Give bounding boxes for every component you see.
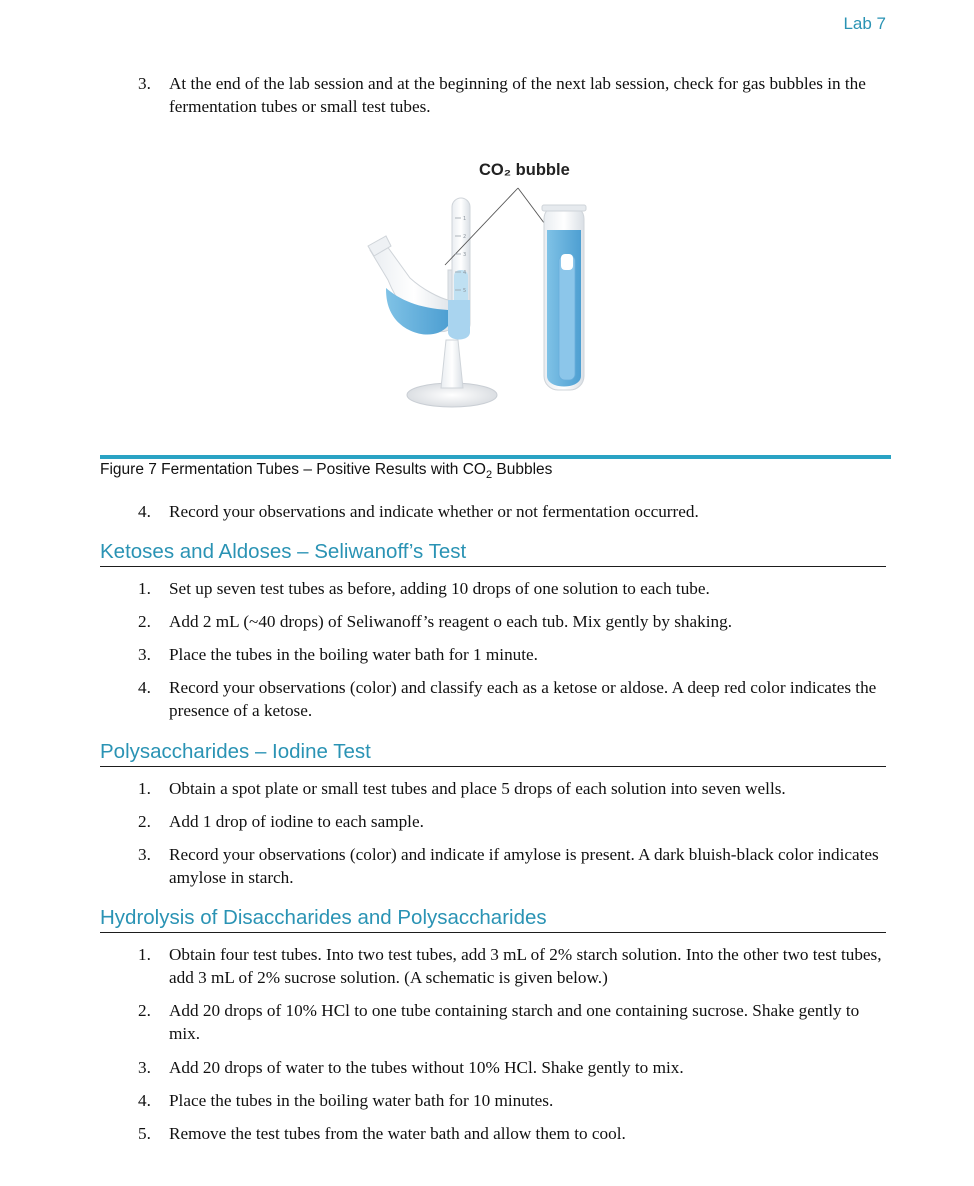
list-item bbox=[138, 999, 890, 1045]
fermentation-tube bbox=[368, 198, 497, 407]
step-number: 2. bbox=[138, 612, 151, 631]
step-text: Add 20 drops of 10% HCl to one tube containing starch and one containing sucrose. Shake gently to mix. bbox=[169, 1001, 860, 1043]
list-item bbox=[138, 943, 890, 989]
list-item bbox=[138, 810, 890, 833]
step-text: Record your observations and indicate whether or not fermentation occurred. bbox=[169, 502, 699, 521]
list-item bbox=[138, 777, 890, 800]
step-text: Record your observations (color) and classify each as a ketose or aldose. A deep red color indicates the presence of a ketose. bbox=[169, 678, 877, 720]
caption-subscript: 2 bbox=[485, 469, 493, 482]
step-number: 1. bbox=[138, 779, 151, 798]
step-text: At the end of the lab session and at the beginning of the next lab session, check for gas bubbles in the fermentation tubes or small test tubes. bbox=[169, 74, 866, 116]
fermentation-figure bbox=[98, 150, 890, 460]
graduation-label: 4 bbox=[463, 270, 467, 276]
step-text: Obtain a spot plate or small test tubes and place 5 drops of each solution into seven wells. bbox=[169, 779, 786, 798]
test-tube bbox=[542, 205, 586, 390]
step-text: Add 20 drops of water to the tubes without 10% HCl. Shake gently to mix. bbox=[169, 1058, 684, 1077]
step-number: 2. bbox=[138, 1001, 151, 1020]
section-heading-seliwanoff: Ketoses and Aldoses – Seliwanoff’s Test bbox=[100, 539, 886, 567]
step-number: 3. bbox=[138, 74, 151, 93]
step-number: 4. bbox=[138, 502, 151, 521]
list-item bbox=[138, 843, 890, 889]
step-number: 5. bbox=[138, 1124, 151, 1143]
section-heading-hydrolysis: Hydrolysis of Disaccharides and Polysaccharides bbox=[100, 905, 886, 933]
list-item bbox=[138, 1056, 890, 1079]
list-item bbox=[138, 610, 890, 633]
figure-divider bbox=[100, 455, 891, 459]
section-heading-iodine: Polysaccharides – Iodine Test bbox=[100, 739, 886, 767]
list-item bbox=[138, 72, 890, 118]
co2-bubble-label: CO₂ bubble bbox=[479, 161, 570, 179]
graduation-label: 5 bbox=[463, 288, 467, 294]
step-text: Record your observations (color) and indicate if amylose is present. A dark bluish-black color indicates amylose in starch. bbox=[169, 845, 879, 887]
step-text: Obtain four test tubes. Into two test tubes, add 3 mL of 2% starch solution. Into the other two test tubes, add 3 mL of 2% sucrose solution. (A schematic is given below.) bbox=[169, 945, 882, 987]
step-number: 2. bbox=[138, 812, 151, 831]
list-item bbox=[138, 1089, 890, 1112]
step-number: 1. bbox=[138, 579, 151, 598]
step-number: 3. bbox=[138, 645, 151, 664]
step-number: 4. bbox=[138, 678, 151, 697]
list-item bbox=[138, 577, 890, 600]
step-number: 3. bbox=[138, 1058, 151, 1077]
page-header-lab: Lab 7 bbox=[843, 14, 886, 33]
list-item bbox=[138, 643, 890, 666]
caption-text: Figure 7 Fermentation Tubes – Positive Results with CO bbox=[100, 461, 486, 478]
graduation-label: 1 bbox=[463, 216, 467, 222]
step-text: Place the tubes in the boiling water bath for 10 minutes. bbox=[169, 1091, 554, 1110]
graduation-label: 2 bbox=[463, 234, 467, 240]
fermentation-tubes-illustration bbox=[98, 150, 890, 460]
step-text: Remove the test tubes from the water bath and allow them to cool. bbox=[169, 1124, 626, 1143]
step-text: Add 1 drop of iodine to each sample. bbox=[169, 812, 424, 831]
step-text: Set up seven test tubes as before, adding 10 drops of one solution to each tube. bbox=[169, 579, 710, 598]
caption-text-end: Bubbles bbox=[492, 461, 553, 478]
list-item bbox=[138, 500, 890, 523]
step-text: Add 2 mL (~40 drops) of Seliwanoff’s reagent o each tub. Mix gently by shaking. bbox=[169, 612, 733, 631]
list-item bbox=[138, 676, 890, 722]
step-text: Place the tubes in the boiling water bath for 1 minute. bbox=[169, 645, 538, 664]
graduation-label: 3 bbox=[463, 252, 467, 258]
figure-caption bbox=[100, 461, 552, 481]
list-item bbox=[138, 1122, 890, 1145]
step-number: 3. bbox=[138, 845, 151, 864]
step-number: 1. bbox=[138, 945, 151, 964]
step-number: 4. bbox=[138, 1091, 151, 1110]
